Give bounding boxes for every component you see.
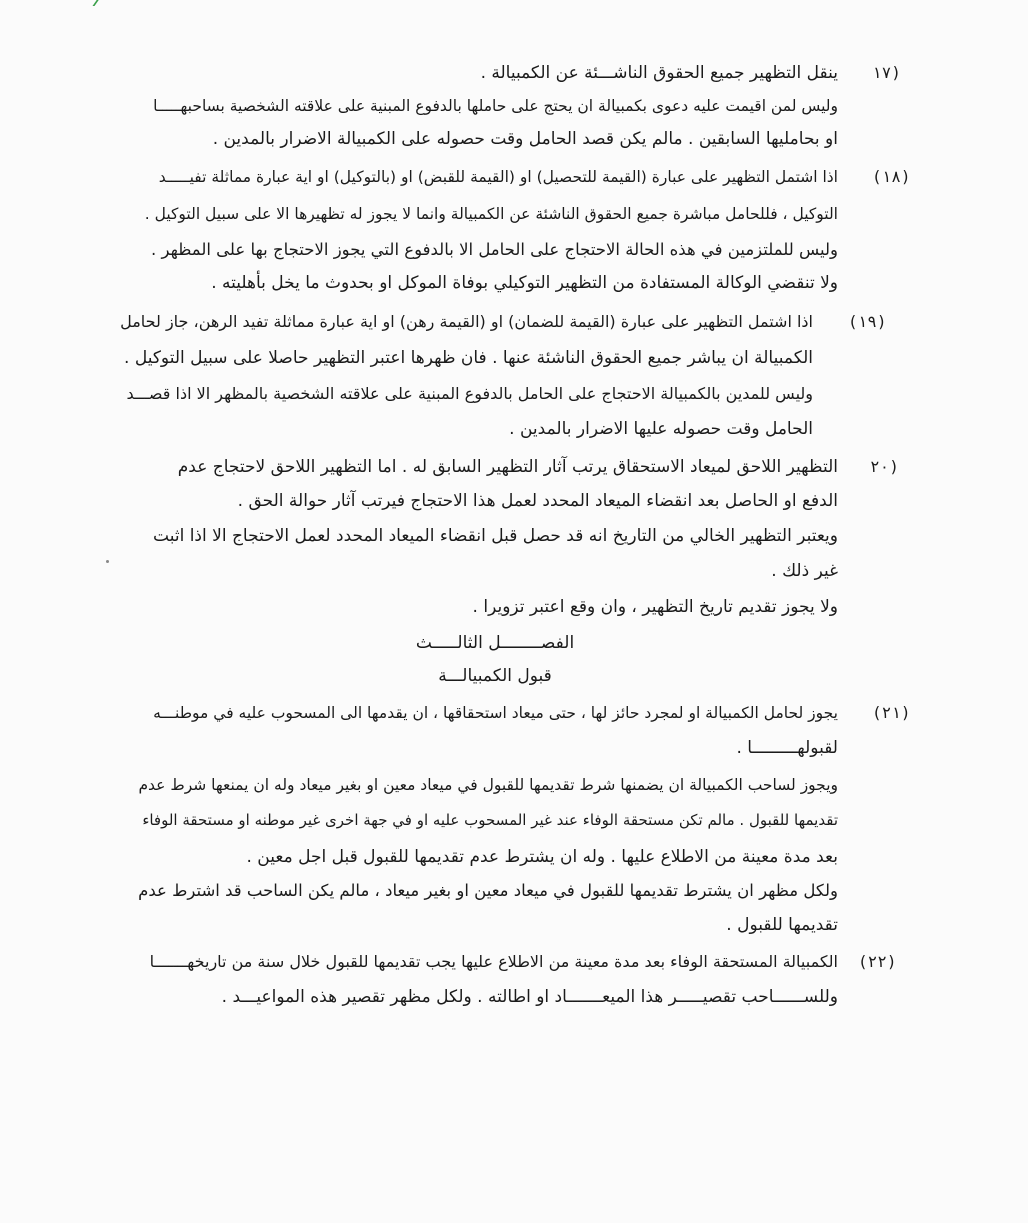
article-18-line-3: وليس للملتزمين في هذه الحالة الاحتجاج على الحامل الا بالدفوع التي يجوز الاحتجاج بها على المظهر . bbox=[151, 240, 838, 259]
article-20-line-4: غير ذلك . bbox=[771, 561, 838, 581]
article-21-line-7: تقديمها للقبول . bbox=[726, 915, 838, 935]
article-21-line-5: بعد مدة معينة من الاطلاع عليها . وله ان يشترط عدم تقديمها للقبول قبل اجل معين . bbox=[246, 847, 838, 867]
article-19-line-2: الكمبيالة ان يباشر جميع الحقوق الناشئة عنها . فان ظهرها اعتبر التظهير حاصلا على سبيل التوكيل . bbox=[124, 348, 813, 368]
corner-pen-mark bbox=[92, 0, 117, 6]
article-21-line-4: تقديمها للقبول . مالم تكن مستحقة الوفاء عند غير المسحوب عليه او في جهة اخرى غير موطنه او مستحقة الوفاء bbox=[142, 811, 838, 829]
article-22-line-2: وللســــــاحب تقصيـــــر هذا الميعـــــــاد او اطالته . ولكل مظهر تقصير هذه المواعيـــد . bbox=[221, 987, 838, 1007]
article-20-line-3: ويعتبر التظهير الخالي من التاريخ انه قد حصل قبل انقضاء الميعاد المحدد لعمل الاحتجاج الا اذا اثبت bbox=[153, 526, 838, 546]
article-20-number: ٢٠) bbox=[870, 457, 899, 476]
chapter-subtitle: قبول الكمبيالـــة bbox=[438, 666, 552, 686]
article-17-number: ١٧) bbox=[872, 63, 901, 82]
article-18-line-1: اذا اشتمل التظهير على عبارة (القيمة للتحصيل) او (القيمة للقبض) او (بالتوكيل) او اية عبارة مماثلة تفيـــــد bbox=[158, 168, 838, 186]
article-21-line-3: ويجوز لساحب الكمبيالة ان يضمنها شرط تقديمها للقبول في ميعاد معين او بغير ميعاد وله ان يمنعها شرط عدم bbox=[138, 776, 838, 794]
article-19-number: (١٩) bbox=[848, 312, 887, 331]
scan-speck bbox=[106, 560, 109, 563]
article-19-line-1: اذا اشتمل التظهير على عبارة (القيمة للضمان) او (القيمة رهن) او اية عبارة مماثلة تفيد الرهن، جاز لحامل bbox=[120, 312, 813, 331]
chapter-title: الفصــــــــل الثالـــــث bbox=[415, 633, 575, 653]
article-19-line-3: وليس للمدين بالكمبيالة الاحتجاج على الحامل بالدفوع المبنية على علاقته الشخصية بالمظهر الا اذا قصـــد bbox=[126, 384, 813, 403]
article-17-line-3: او بحامليها السابقين . مالم يكن قصد الحامل وقت حصوله على الكمبيالة الاضرار بالمدين . bbox=[212, 129, 838, 149]
article-18-number: (١٨) bbox=[872, 167, 911, 186]
article-17-line-2: وليس لمن اقيمت عليه دعوى بكمبيالة ان يحتج على حاملها بالدفوع المبنية على علاقته الشخصية بساحبهـــــا bbox=[153, 97, 838, 115]
article-21-number: (٢١) bbox=[872, 703, 911, 722]
article-20-line-1: التظهير اللاحق لميعاد الاستحقاق يرتب آثار التظهير السابق له . اما التظهير اللاحق لاحتجاج عدم bbox=[177, 457, 838, 477]
article-19-line-4: الحامل وقت حصوله عليها الاضرار بالمدين . bbox=[509, 419, 813, 439]
article-22-line-1: الكمبيالة المستحقة الوفاء بعد مدة معينة من الاطلاع عليها يجب تقديمها للقبول خلال سنة من تاريخهـــــــا bbox=[149, 952, 838, 971]
article-18-line-2: التوكيل ، فللحامل مباشرة جميع الحقوق الناشئة عن الكمبيالة وانما لا يجوز له تظهيرها الا على سبيل التوكيل . bbox=[144, 205, 838, 223]
article-21-line-6: ولكل مظهر ان يشترط تقديمها للقبول في ميعاد معين او بغير ميعاد ، مالم يكن الساحب قد اشترط عدم bbox=[138, 881, 838, 900]
article-18-line-4: ولا تنقضي الوكالة المستفادة من التظهير التوكيلي بوفاة الموكل او بحدوث ما يخل بأهليته . bbox=[211, 273, 838, 293]
article-20-line-5: ولا يجوز تقديم تاريخ التظهير ، وان وقع اعتبر تزويرا . bbox=[472, 597, 838, 617]
article-17-line-1: ينقل التظهير جميع الحقوق الناشـــئة عن الكمبيالة . bbox=[480, 63, 838, 83]
article-22-number: (٢٢) bbox=[858, 952, 897, 971]
article-21-line-1: يجوز لحامل الكمبيالة او لمجرد حائز لها ، حتى ميعاد استحقاقها ، ان يقدمها الى المسحوب عليه في موطنـــه bbox=[153, 704, 838, 722]
article-20-line-2: الدفع او الحاصل بعد انقضاء الميعاد المحدد لعمل هذا الاحتجاج فيرتب آثار حوالة الحق . bbox=[237, 491, 838, 511]
article-21-line-2: لقبولهـــــــــا . bbox=[736, 738, 838, 758]
